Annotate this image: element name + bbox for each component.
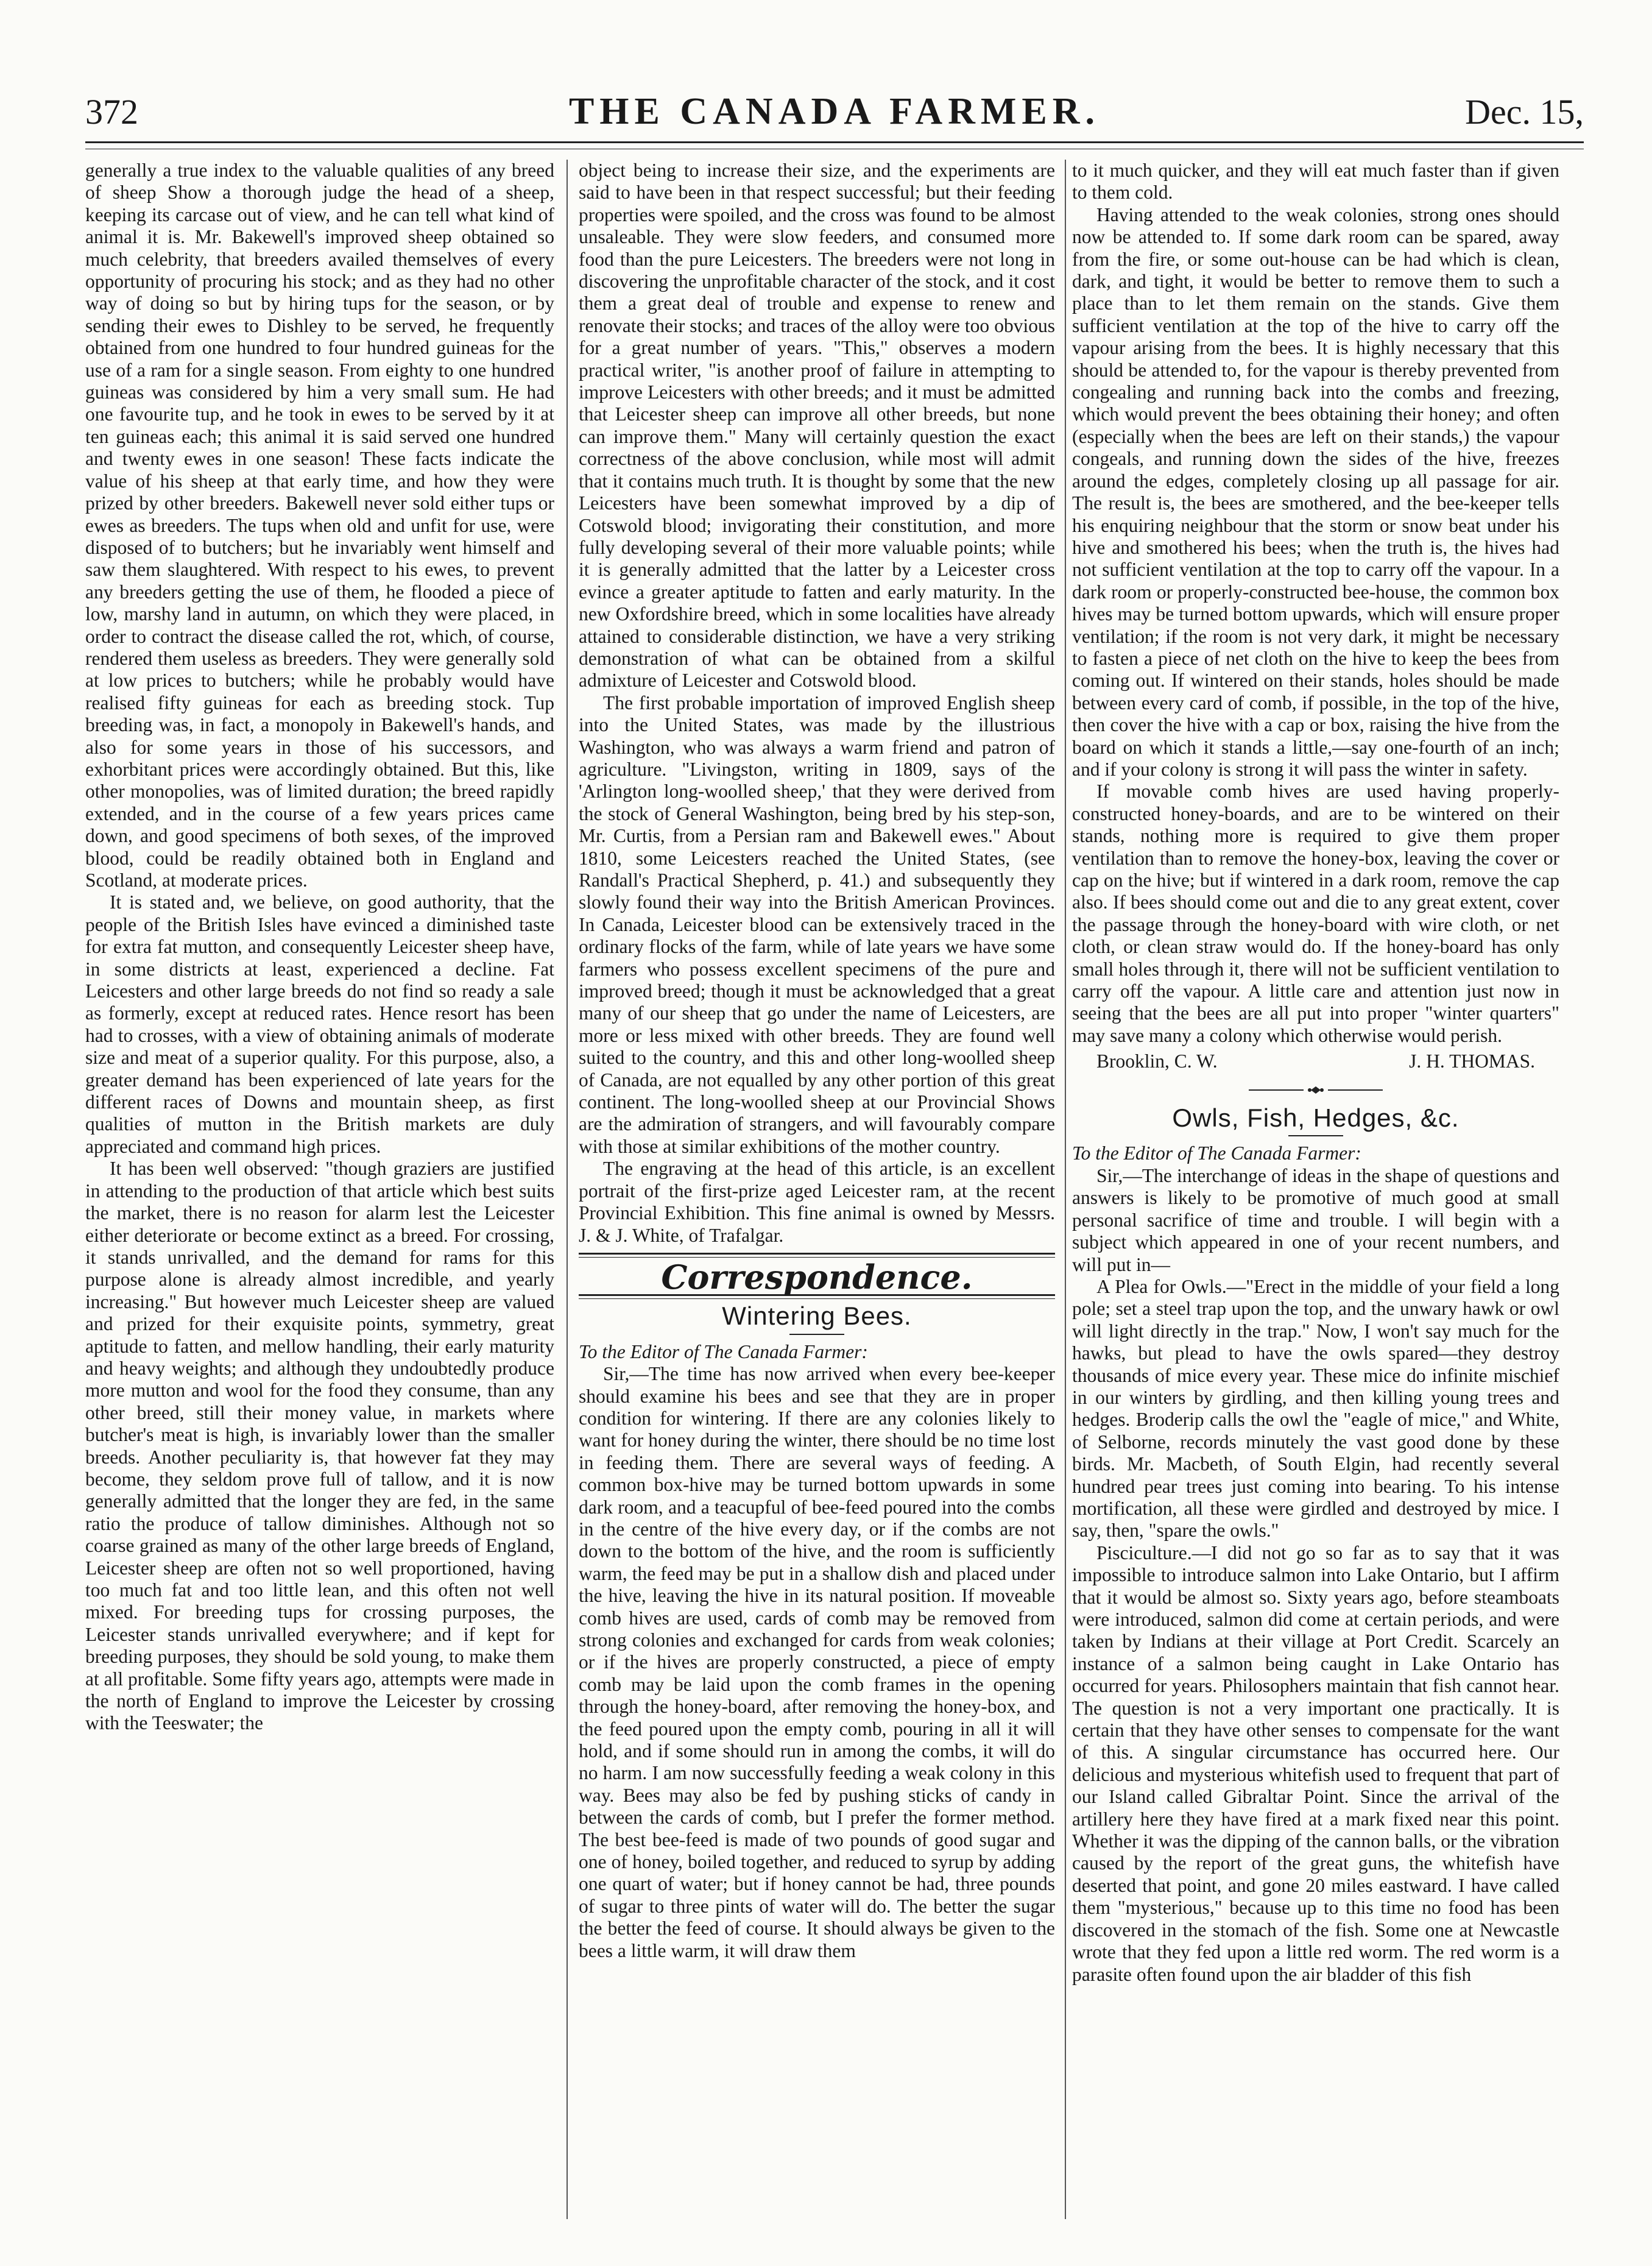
heading-rule (789, 1334, 844, 1335)
newspaper-title: THE CANADA FARMER. (568, 91, 1101, 132)
signature-name: J. H. THOMAS. (1409, 1050, 1535, 1072)
paragraph: Sir,—The interchange of ideas in the shape of questions and answers is likely to be promotive of much good at small personal sacrifice of time and trouble. I will begin with a subject which appeared in one of your recent numbers, and will put in— (1072, 1164, 1559, 1275)
column-divider (567, 160, 568, 2219)
column-2 (579, 160, 1055, 2219)
signature-place: Brooklin, C. W. (1096, 1050, 1218, 1072)
paragraph: If movable comb hives are used having properly-constructed honey-boards, and are to be wintered on their stands, nothing more is required to give them proper ventilation than to remove the honey-box, leaving the cover or cap on the hive; but if wintered in a dark room, remove the cap also. If bees should come out and die to any great extent, cover the passage through the honey-board with wire cloth, or net cloth, or clean straw would do. If the honey-board has only small holes through it, there will not be sufficient ventilation to carry off the vapour. A little care and attention just now in seeing that the bees are all put into proper "winter quarters" may save many a colony which otherwise would perish. (1072, 781, 1559, 1046)
article-heading: Owls, Fish, Hedges, &c. (1172, 1103, 1460, 1133)
column-divider (1065, 160, 1066, 2219)
section-rule (579, 1253, 1055, 1258)
paragraph: generally a true index to the valuable qualities of any breed of sheep Show a thorough judge the head of a sheep, keeping its carcase out of view, and he can tell what kind of animal it is. Mr. Bakewell's improved sheep obtained so much celebrity, that breeders availed themselves of every opportunity of procuring his stock; and as they had no other way of doing so but by hiring tups for the season, or by sending their ewes to Dishley to be served, he frequently obtained from one hundred to four hundred guineas for the use of a ram for a single season. From eighty to one hundred guineas was considered by him a very small sum. He had one favourite tup, and he took in ewes to be served by it at ten guineas each; this animal it is said served one hundred and twenty ewes in one season! These facts indicate the value of his sheep at that early time, and how they were prized by other breeders. Bakewell never sold either tups or ewes as breeders. The tups when old and unfit for use, were disposed of to butchers; but he invariably went himself and saw them slaughtered. With respect to his ewes, to prevent any breeders getting the use of them, he flooded a piece of low, marshy land in autumn, on which they were placed, in order to contract the disease called the rot, which, of course, rendered them useless as breeders. They were generally sold at low prices to butchers; while he probably would have realised fifty guineas for each as breeding stock. Tup breeding was, in fact, a monopoly in Bakewell's hands, and also for some years in those of his successors, and exhorbitant prices were accordingly obtained. But this, like other monopolies, was of limited duration; the breed rapidly extended, and in the course of a few years prices came down, and good specimens of both sexes, of the improved blood, could be readily obtained both in England and Scotland, at moderate prices. (85, 160, 554, 891)
paragraph: The engraving at the head of this article, is an excellent portrait of the first-prize aged Leicester ram, at the recent Provincial Exhibition. This fine animal is owned by Messrs. J. & J. White, of Trafalgar. (579, 1158, 1055, 1246)
ornament-divider (1072, 1079, 1559, 1101)
paragraph: Pisciculture.—I did not go so far as to say that it was impossible to introduce salmon into Lake Ontario, but I affirm that it would be almost so. Sixty years ago, before steamboats were introduced, salmon did come at certain periods, and were taken by Indians at their village at Port Credit. Scarcely an instance of a salmon being caught in Lake Ontario has occurred for years. Philosophers maintain that fish cannot hear. The question is not a very important one practically. It is certain that they have other senses to compensate for the want of this. A singular circumstance has occurred here. Our delicious and mysterious whitefish used to frequent that part of our Island called Gibraltar Point. Since the arrival of the artillery here they have fired at a mark fixed near this point. Whether it was the dipping of the cannon balls, or the vibration caused by the report of the great guns, the whitefish have deserted that point, and gone 20 miles eastward. I have called them "mysterious," because up to this time no food has been discovered in the stomach of the fish. Some one at Newcastle wrote that they fed upon a little red worm. The red worm is a parasite often found upon the air bladder of this fish (1072, 1542, 1559, 1985)
paragraph: It has been well observed: "though graziers are justified in attending to the production of that article which best suits the market, there is no reason for alarm lest the Leicester either deteriorate or become extinct as a breed. For crossing, it stands unrivalled, and the demand for rams for this purpose alone is already almost incredible, and yearly increasing." But however much Leicester sheep are valued and prized for their exquisite points, symmetry, great aptitude to fatten, and mellow handling, their early maturity and heavy weights; and although they undoubtedly produce more mutton and wool for the food they consume, than any other breed, still their money value, in markets where butcher's meat is high, is invariably lower than the smaller breeds. Another peculiarity is, that however fat they may become, they seldom prove full of tallow, and it is now generally admitted that the longer they are fed, in the same ratio the produce of tallow diminishes. Although not so coarse grained as many of the other large breeds of England, Leicester sheep are often not so well proportioned, having too much fat and too little lean, and this often not well mixed. For breeding tups for crossing purposes, the Leicester stands unrivalled everywhere; and if kept for breeding purposes, they should be sold young, to make them at all profitable. Some fifty years ago, attempts were made in the north of England to improve the Leicester by crossing with the Teeswater; the (85, 1158, 554, 1734)
issue-date: Dec. 15, (1465, 92, 1584, 132)
header-rule (85, 141, 1584, 143)
page-number: 372 (85, 92, 138, 132)
paragraph: to it much quicker, and they will eat much faster than if given to them cold. (1072, 160, 1559, 204)
column-1 (85, 160, 554, 2219)
paragraph: It is stated and, we believe, on good authority, that the people of the British Isles have evinced a diminished taste for extra fat mutton, and consequently Leicester sheep have, in some districts at least, experienced a decline. Fat Leicesters and other large breeds do not find so ready a sale as formerly, except at reduced rates. Hence resort has been had to crosses, with a view of obtaining animals of moderate size and meat of a superior quality. For this purpose, also, a greater demand has been experienced of late years for the different races of Downs and mountain sheep, as first qualities of mutton in the British markets are duly appreciated and command high prices. (85, 891, 554, 1157)
paragraph: The first probable importation of improved English sheep into the United States, was made by the illustrious Washington, who was always a warm friend and patron of agriculture. "Livingston, writing in 1809, says of the 'Arlington long-woolled sheep,' that they were derived from the stock of General Washington, being bred by his step-son, Mr. Curtis, from a Persian ram and Bakewell ewes." About 1810, some Leicesters reached the United States, (see Randall's Practical Shepherd, p. 41.) and subsequently they slowly found their way into the British American Provinces. In Canada, Leicester blood can be extensively traced in the ordinary flocks of the farm, while of late years we have some farmers who possess excellent specimens of the pure and improved breed; though it must be acknowledged that a great many of our sheep that go under the name of Leicesters, are more or less mixed with other breeds. They are found well suited to the country, and this and other long-woolled sheep of Canada, are not equalled by any other portion of this great continent. The long-woolled sheep at our Provincial Shows are the admiration of strangers, and will favourably compare with those at similar exhibitions of the mother country. (579, 692, 1055, 1157)
signature-line (1072, 1050, 1559, 1072)
paragraph: object being to increase their size, and the experiments are said to have been in that respect successful; but their feeding properties were spoiled, and the cross was found to be almost unsaleable. They were slow feeders, and consumed more food than the pure Leicesters. The breeders were not long in discovering the unprofitable character of the stock, and it cost them a great deal of trouble and expense to renew and renovate their stocks; and traces of the alloy were too obvious for a great number of years. "This," observes a modern practical writer, "is another proof of failure in attempting to improve Leicesters with other breeds; and it must be admitted that Leicester sheep can improve all other breeds, but none can improve them." Many will certainly question the exact correctness of the above conclusion, while most will admit that it contains much truth. It is thought by some that the new Leicesters have been somewhat improved by a dip of Cotswold blood; invigorating their constitution, and more fully developing several of their more valuable points; while it is generally admitted that the latter by a Leicester cross evince a greater aptitude to fatten and early maturity. In the new Oxfordshire breed, which in some localities have already attained to considerable distinction, we have a very striking demonstration of what can be obtained from a skilful admixture of Leicester and Cotswold blood. (579, 160, 1055, 692)
dedication: To the Editor of The Canada Farmer: (579, 1340, 868, 1362)
page-header (85, 85, 1584, 140)
paragraph: Having attended to the weak colonies, strong ones should now be attended to. If some dark room can be spared, away from the fire, or some out-house can be had which is clean, dark, and tight, it would be better to remove them to such a place than to let them remain on the stands. Give them sufficient ventilation at the top of the hive to carry off the vapour arising from the bees. It is highly necessary that this should be attended to, for the vapour is thereby prevented from congealing and running back into the combs and freezing, which would prevent the bees obtaining their honey; and often (especially when the bees are left on their stands,) the vapour congeals, and running down the sides of the hive, freezes around the edges, completely closing up all passage for air. The result is, the bees are smothered, and the bee-keeper tells his enquiring neighbour that the storm or snow beat under his hive and smothered his bees; when the truth is, the hives had not sufficient ventilation at the top to carry off the vapour. In a dark room or properly-constructed bee-house, the common box hives may be turned bottom upwards, which will ensure proper ventilation; if the room is not very dark, it might be necessary to fasten a piece of net cloth on the hive to keep the bees from coming out. If wintered on their stands, holes should be made between every card of comb, if possible, in the top of the hive, then cover the hive with a cap or box, raising the hive from the board on which it stands a little,—say one-fourth of an inch; and if your colony is strong it will pass the winter in safety. (1072, 204, 1559, 780)
section-title: Correspondence. (661, 1257, 973, 1297)
column-3 (1072, 160, 1559, 2219)
paragraph: Sir,—The time has now arrived when every bee-keeper should examine his bees and see that they are in proper condition for wintering. If there are any colonies likely to want for honey during the winter, there should be no time lost in feeding them. There are several ways of feeding. A common box-hive may be turned bottom upwards in some dark room, and a teacupful of bee-feed poured into the combs in the centre of the hive every day, or if the combs are not down to the bottom of the hive, and the room is sufficiently warm, the feed may be put in a shallow dish and placed under the hive, leaving the hive in its natural position. If moveable comb hives are used, cards of comb may be removed from strong colonies and exchanged for cards from weak colonies; or if the hives are properly constructed, a piece of empty comb may be laid upon the comb frames in the opening through the honey-board, after removing the honey-box, and the feed poured upon the empty comb, pouring in all it will hold, and if some should run in among the combs, it will do no harm. I am now successfully feeding a weak colony in this way. Bees may also be fed by pushing sticks of candy in between the cards of comb, but I prefer the former method. The best bee-feed is made of two pounds of good sugar and one of honey, boiled together, and reduced to syrup by adding one quart of water; but if honey cannot be had, three pounds of sugar to three pints of water will do. The better the sugar the better the feed of course. It should always be given to the bees a little warm, it will draw them (579, 1363, 1055, 1961)
article-heading: Wintering Bees. (722, 1301, 912, 1331)
ornament-icon (1249, 1086, 1383, 1094)
heading-rule (1288, 1135, 1343, 1136)
dedication: To the Editor of The Canada Farmer: (1072, 1142, 1361, 1164)
paragraph: A Plea for Owls.—"Erect in the middle of your field a long pole; set a steel trap upon the top, and the unwary hawk or owl will light directly in the trap." Now, I won't say much for the hawks, but plead to have the owls spared—they destroy thousands of mice every year. These mice do infinite mischief in our winters by girdling, and then killing young trees and hedges. Broderip calls the owl the "eagle of mice," and White, of Selborne, records minutely the vast good done by these birds. Mr. Macbeth, of South Elgin, had recently several hundred pear trees just coming into bearing. To his intense mortification, all these were girdled and destroyed by mice. I say, then, "spare the owls." (1072, 1275, 1559, 1542)
